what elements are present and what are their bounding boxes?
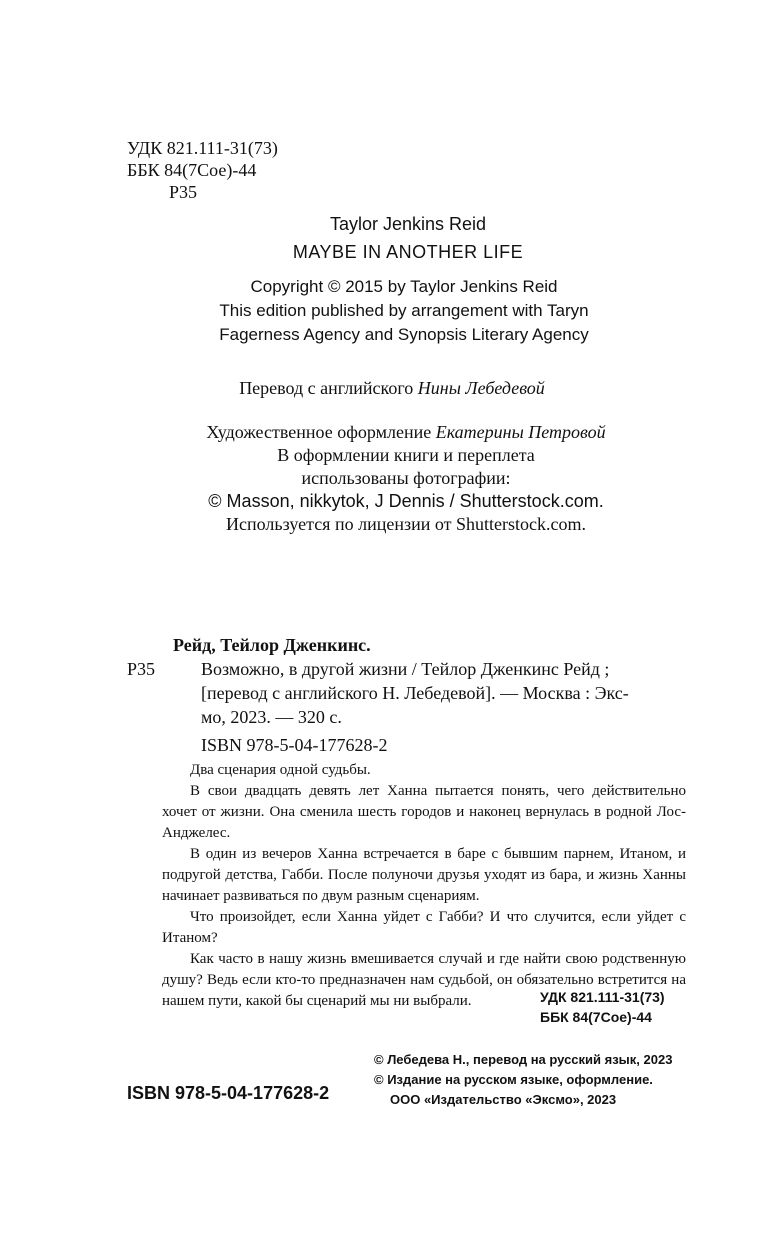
- copyright-line: This edition published by arrangement with Taryn: [219, 301, 589, 320]
- bbk-code-bottom: ББК 84(7Сое)-44: [540, 1009, 652, 1025]
- art-credit: [22, 421, 768, 444]
- copyright-line: Copyright © 2015 by Taylor Jenkins Reid: [250, 277, 558, 296]
- credit-line: © Masson, nikkytok, J Dennis / Shutterstock.com.: [208, 491, 604, 511]
- author-mark: Р35: [169, 182, 198, 202]
- imprint-line: © Издание на русском языке, оформление.: [374, 1072, 653, 1087]
- copyright-notice: [20, 275, 768, 347]
- biblio-description: [127, 657, 687, 729]
- biblio-line: Возможно, в другой жизни / Тейлор Дженкинс Рейд ;: [201, 659, 610, 679]
- biblio-line: [перевод с английского Н. Лебедевой]. — Москва : Экс-: [201, 683, 629, 703]
- credit-line: Используется по лицензии от Shutterstock.com.: [226, 514, 586, 534]
- isbn: ISBN 978-5-04-177628-2: [127, 1083, 330, 1103]
- annotation-paragraph: Два сценария одной судьбы.: [190, 762, 371, 778]
- bbk-code: ББК 84(7Сое)-44: [127, 160, 257, 180]
- imprint: [374, 1050, 672, 1110]
- translation-credit: [8, 378, 768, 399]
- biblio-mark: Р35: [127, 659, 156, 679]
- annotation-paragraph: В свои двадцать девять лет Ханна пытается понять, чего действительно хочет от жизни. Она сменила шесть городов и наконец вернулась в родной Лос-Анджелес.: [162, 783, 686, 841]
- design-credits: [22, 421, 768, 536]
- udk-code-bottom: УДК 821.111-31(73): [540, 989, 665, 1005]
- annotation-paragraph: Что произойдет, если Ханна уйдет с Габби? И что случится, если уйдет с Итаном?: [162, 909, 686, 946]
- biblio-author: Рейд, Тейлор Дженкинс.: [173, 635, 371, 655]
- udk-code: УДК 821.111-31(73): [127, 138, 278, 158]
- copyright-line: Fagerness Agency and Synopsis Literary Agency: [219, 325, 589, 344]
- original-author: Taylor Jenkins Reid: [329, 214, 487, 234]
- credit-line: использованы фотографии:: [301, 468, 511, 488]
- credit-line: В оформлении книги и переплета: [277, 445, 535, 465]
- classification-codes: [127, 137, 278, 203]
- annotation-paragraph: В один из вечеров Ханна встречается в баре с бывшим парнем, Итаном, и подругой детства, Габби. После полуночи друзья уходят из бара, и жизнь Ханны начинает развиваться по двум разным сценариям.: [162, 846, 686, 904]
- imprint-line: ООО «Издательство «Эксмо», 2023: [390, 1092, 617, 1107]
- udc-block: [540, 987, 665, 1027]
- art-prefix: Художественное оформление: [206, 422, 436, 442]
- biblio-line: мо, 2023. — 320 с.: [201, 707, 342, 727]
- translator-name: Нины Лебедевой: [417, 378, 545, 398]
- translation-prefix: Перевод с английского: [239, 378, 418, 398]
- artist-name: Екатерины Петровой: [435, 422, 606, 442]
- original-title: MAYBE IN ANOTHER LIFE: [292, 242, 524, 262]
- imprint-line: © Лебедева Н., перевод на русский язык, 2023: [374, 1052, 673, 1067]
- annotation: [162, 760, 686, 1012]
- bibliographic-entry: [127, 633, 687, 757]
- biblio-isbn: ISBN 978-5-04-177628-2: [201, 735, 388, 755]
- annotation-paragraph: Как часто в нашу жизнь вмешивается случай и где найти свою родственную душу? Ведь если кто-то предназначен нам судьбой, он обязательно встретится на нашем пути, какой бы сценарий мы ни выбрали.: [162, 951, 686, 1009]
